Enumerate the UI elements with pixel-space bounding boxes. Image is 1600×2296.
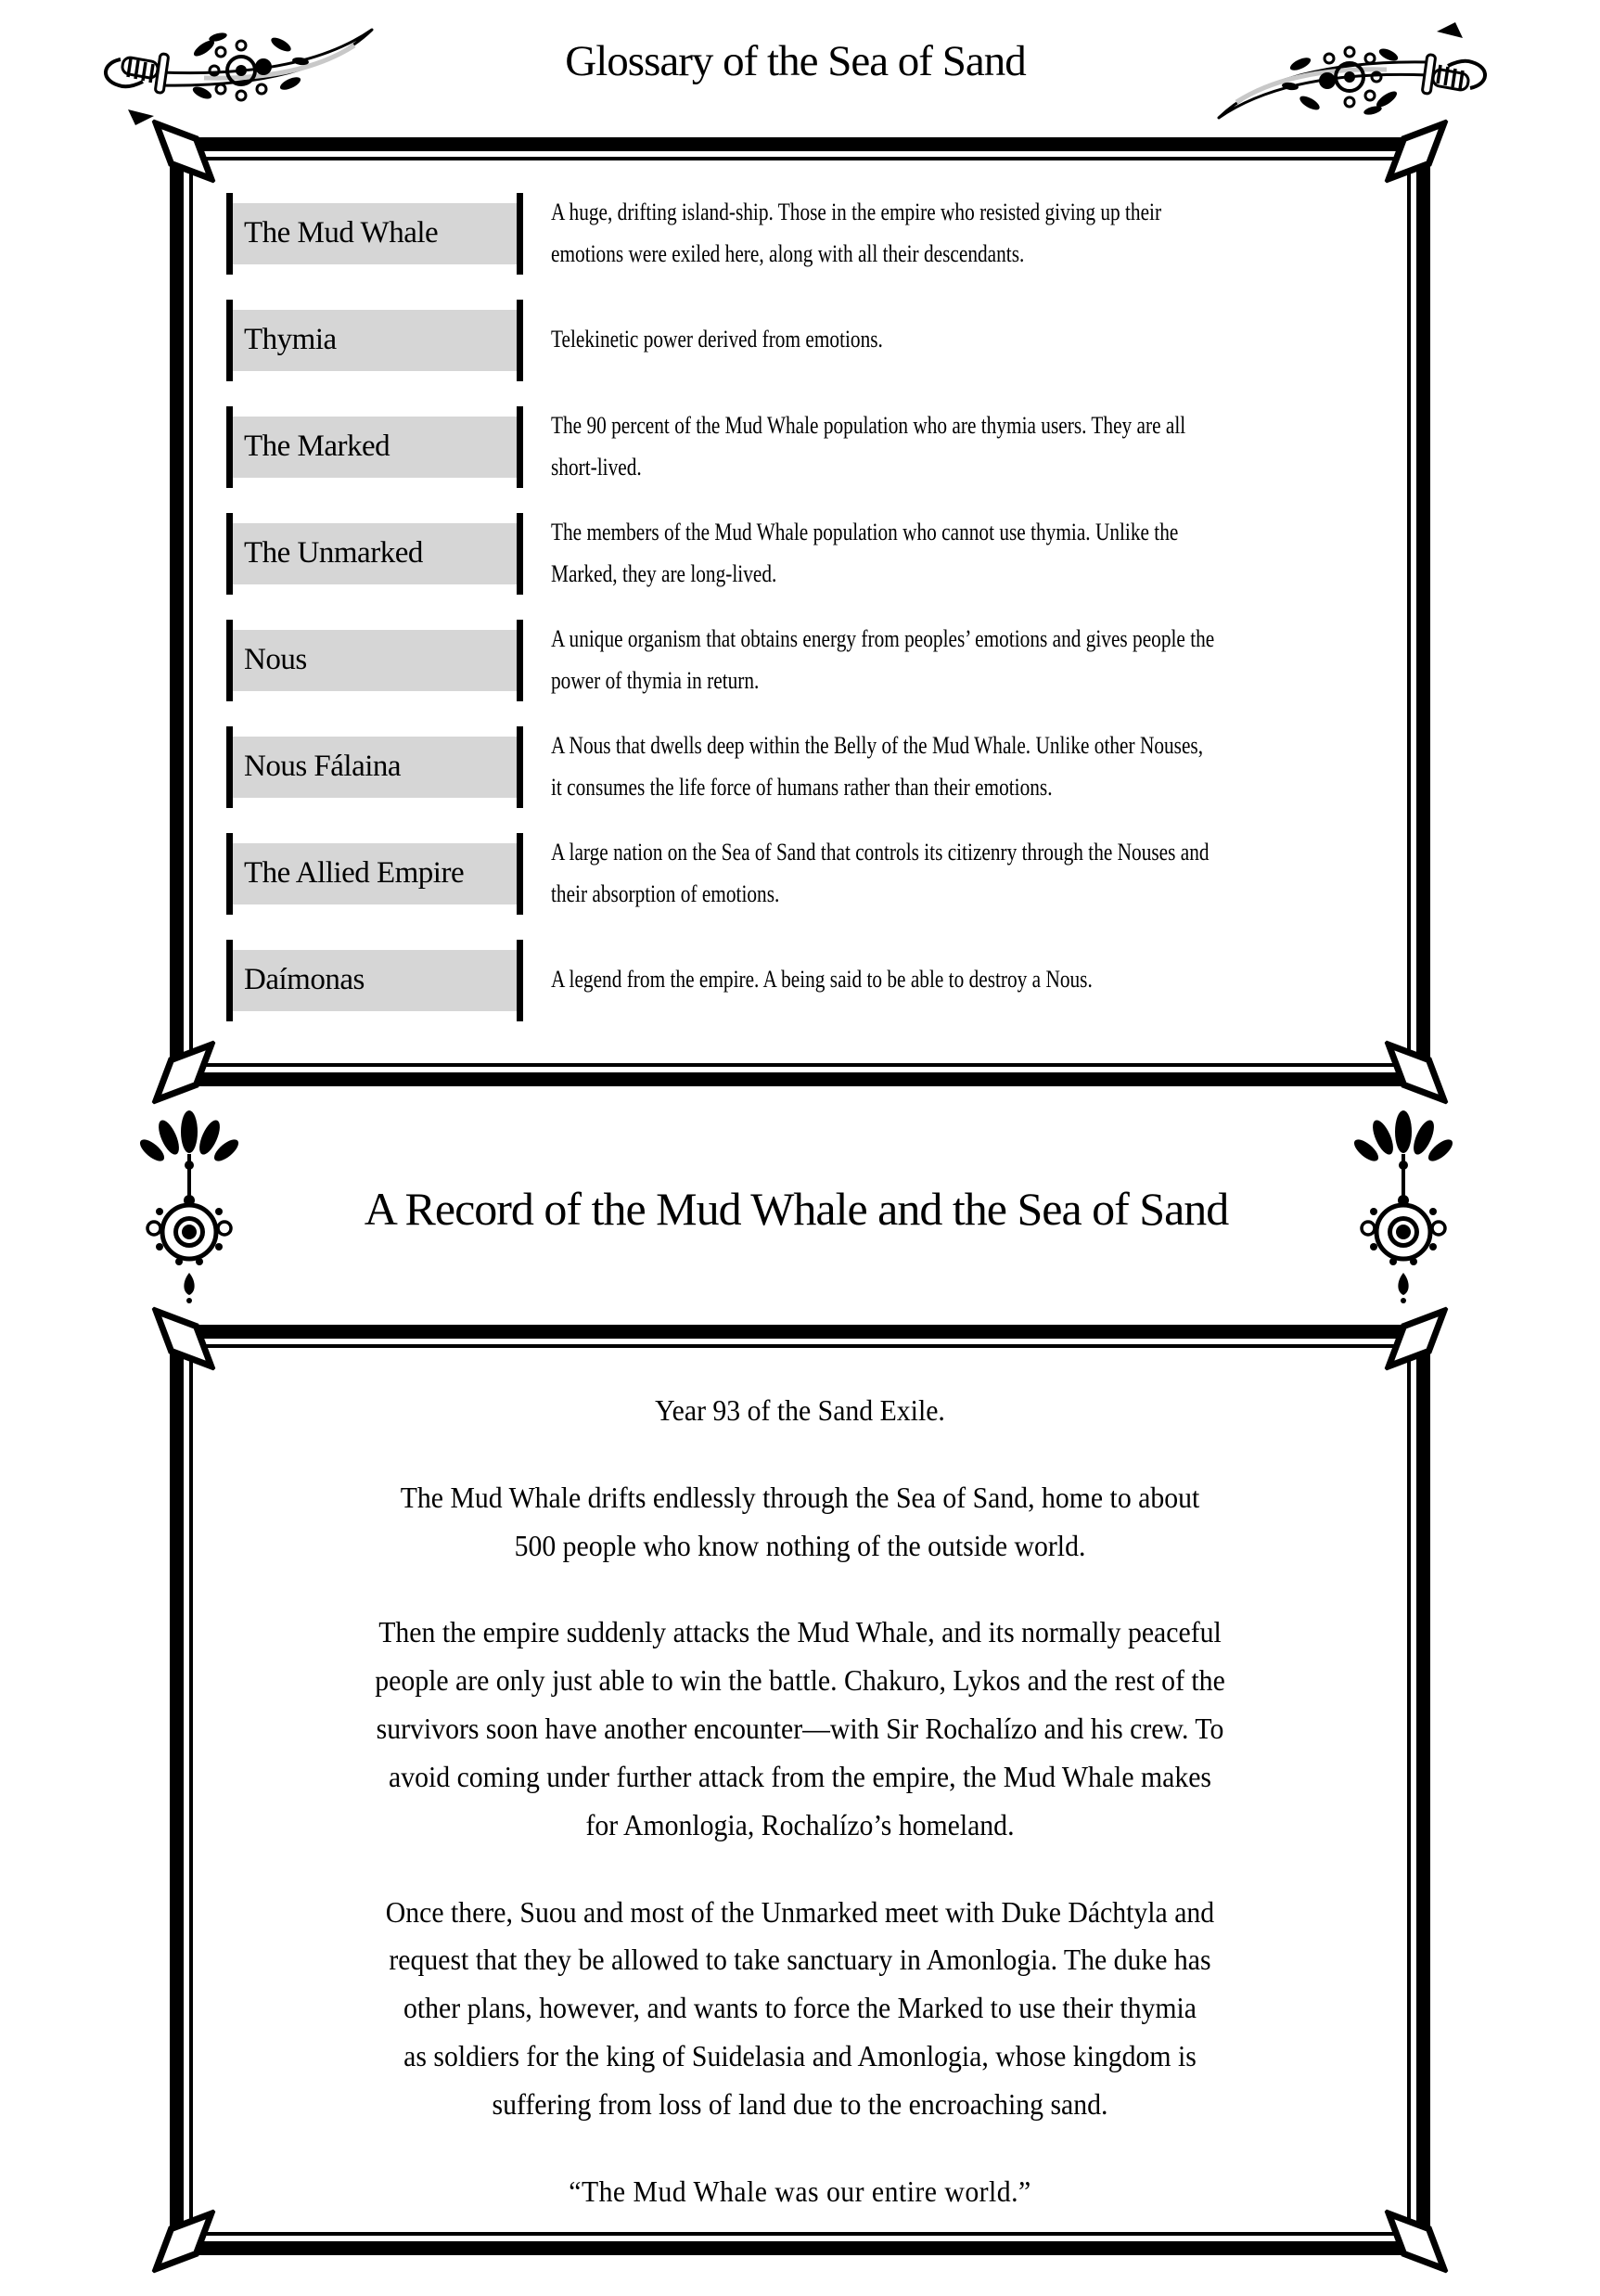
term-bracket-left [226, 726, 233, 808]
term-label: The Marked [244, 430, 390, 463]
term-box [230, 203, 519, 264]
glossary-row [230, 188, 1379, 278]
sword-ornament-icon [1212, 20, 1491, 127]
term-bracket-left [226, 833, 233, 915]
term-bracket-left [226, 406, 233, 488]
term-bracket-right [517, 620, 523, 701]
glossary-row [230, 295, 1379, 385]
term-definition [551, 832, 1367, 914]
definition-line: power of thymia in return. [551, 666, 760, 694]
term-bracket-right [517, 833, 523, 915]
definition-line: The 90 percent of the Mud Whale population who are thymia users. They are all [551, 412, 1186, 440]
term-label: Nous Fálaina [244, 750, 402, 783]
record-line: Year 93 of the Sand Exile. [655, 1393, 945, 1427]
term-definition [551, 619, 1367, 700]
glossary-list [193, 160, 1407, 1025]
term-box [230, 950, 519, 1011]
page-header [0, 0, 1600, 137]
term-label: The Unmarked [244, 536, 423, 570]
record-line: Then the empire suddenly attacks the Mud Whale, and its normally peaceful [378, 1615, 1222, 1649]
term-box [230, 630, 519, 691]
glossary-panel-inner [189, 157, 1411, 1067]
record-panel [170, 1325, 1430, 2255]
term-bracket-right [517, 513, 523, 595]
term-box [230, 417, 519, 478]
glossary-row [230, 402, 1379, 492]
record-line: other plans, however, and wants to force the Marked to use their thymia [403, 1991, 1197, 2025]
definition-line: A large nation on the Sea of Sand that controls its citizenry through the Nouses and [551, 839, 1210, 866]
definition-line: A unique organism that obtains energy from peoples’ emotions and gives people the [551, 625, 1215, 653]
glossary-row [230, 615, 1379, 705]
definition-line: it consumes the life force of humans rather than their emotions. [551, 773, 1053, 801]
glossary-title: Glossary of the Sea of Sand [565, 37, 1026, 85]
definition-line: A huge, drifting island-ship. Those in the empire who resisted giving up their [551, 199, 1162, 226]
term-bracket-left [226, 300, 233, 381]
definition-line: their absorption of emotions. [551, 879, 780, 907]
whale-totem-emblem-icon [1344, 1108, 1463, 1304]
term-definition [551, 319, 1367, 360]
term-box [230, 523, 519, 584]
record-paragraph [211, 1609, 1389, 1849]
term-label: The Mud Whale [244, 216, 439, 250]
glossary-panel [170, 137, 1430, 1086]
sword-ornament-icon [100, 20, 378, 127]
term-label: Thymia [244, 323, 337, 356]
term-bracket-right [517, 300, 523, 381]
record-line: survivors soon have another encounter—with Sir Rochalízo and his crew. To [376, 1712, 1224, 1746]
term-bracket-left [226, 940, 233, 1021]
term-label: Daímonas [244, 963, 365, 996]
record-panel-inner [189, 1344, 1411, 2236]
term-definition [551, 512, 1367, 594]
term-box [230, 843, 519, 904]
record-paragraph [211, 1474, 1389, 1571]
term-bracket-right [517, 406, 523, 488]
term-label: The Allied Empire [244, 856, 465, 890]
definition-line: Telekinetic power derived from emotions. [551, 326, 883, 353]
record-text [193, 1348, 1407, 2216]
record-header [0, 1086, 1600, 1325]
record-line: suffering from loss of land due to the encroaching sand. [492, 2086, 1108, 2121]
record-line: Once there, Suou and most of the Unmarked meet with Duke Dáchtyla and [385, 1894, 1215, 1929]
definition-line: The members of the Mud Whale population who cannot use thymia. Unlike the [551, 519, 1179, 546]
record-paragraph [211, 1889, 1389, 2129]
whale-totem-emblem-icon [130, 1108, 249, 1304]
glossary-row [230, 722, 1379, 812]
term-bracket-right [517, 726, 523, 808]
term-bracket-left [226, 193, 233, 275]
record-title: A Record of the Mud Whale and the Sea of Sand [364, 1182, 1229, 1235]
term-definition [551, 959, 1367, 1000]
record-quote [211, 2168, 1389, 2216]
term-bracket-left [226, 620, 233, 701]
record-line: “The Mud Whale was our entire world.” [569, 2174, 1031, 2208]
record-line: 500 people who know nothing of the outside world. [514, 1528, 1086, 1562]
term-definition [551, 725, 1367, 807]
term-bracket-right [517, 940, 523, 1021]
record-paragraph [211, 1387, 1389, 1435]
record-line: The Mud Whale drifts endlessly through the Sea of Sand, home to about [400, 1480, 1200, 1514]
term-bracket-right [517, 193, 523, 275]
term-box [230, 310, 519, 371]
glossary-row [230, 508, 1379, 598]
definition-line: short-lived. [551, 453, 642, 481]
record-line: people are only just able to win the battle. Chakuro, Lykos and the rest of the [375, 1663, 1225, 1698]
glossary-row [230, 935, 1379, 1025]
definition-line: A Nous that dwells deep within the Belly of the Mud Whale. Unlike other Nouses, [551, 732, 1204, 760]
record-line: avoid coming under further attack from the empire, the Mud Whale makes [389, 1759, 1211, 1793]
term-bracket-left [226, 513, 233, 595]
term-label: Nous [244, 643, 307, 676]
record-line: request that they be allowed to take sanctuary in Amonlogia. The duke has [389, 1943, 1211, 1977]
term-definition [551, 405, 1367, 487]
record-line: as soldiers for the king of Suidelasia and Amonlogia, whose kingdom is [403, 2039, 1197, 2073]
definition-line: A legend from the empire. A being said to be able to destroy a Nous. [551, 966, 1093, 994]
definition-line: Marked, they are long-lived. [551, 559, 777, 587]
term-definition [551, 192, 1367, 274]
definition-line: emotions were exiled here, along with all their descendants. [551, 239, 1025, 267]
record-line: for Amonlogia, Rochalízo’s homeland. [585, 1807, 1015, 1841]
glossary-row [230, 828, 1379, 918]
term-box [230, 737, 519, 798]
